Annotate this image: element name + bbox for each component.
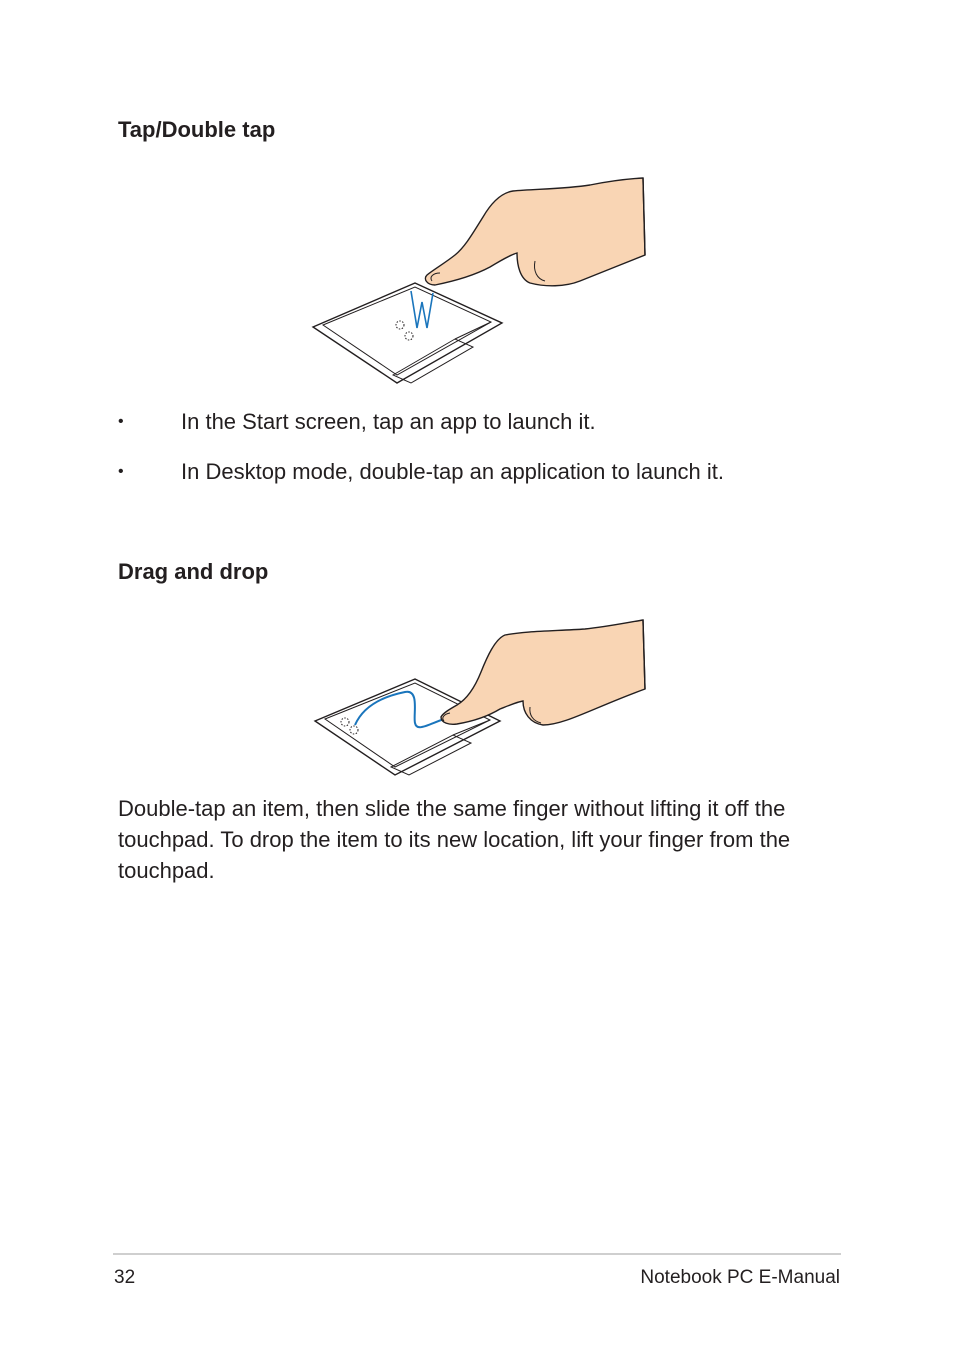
document-title: Notebook PC E-Manual	[640, 1267, 840, 1288]
hand-pointing-icon	[441, 620, 645, 725]
section-heading-drag: Drag and drop	[118, 559, 269, 584]
touchpad-icon	[313, 283, 502, 383]
tap-bullet-list	[118, 405, 858, 505]
drag-illustration	[305, 617, 650, 780]
bullet-text: In the Start screen, tap an app to launch it.	[181, 409, 596, 434]
bullet-text: In Desktop mode, double-tap an application to launch it.	[181, 459, 725, 484]
section-heading-tap: Tap/Double tap	[118, 117, 276, 142]
page-number: 32	[114, 1267, 136, 1288]
drag-description: Double-tap an item, then slide the same finger without lifting it off the touchpad. To drop the item to its new location, lift your finger from the touchpad.	[118, 796, 791, 883]
list-item	[118, 455, 858, 505]
footer-divider	[113, 1253, 841, 1255]
list-item	[118, 405, 858, 455]
hand-pointing-icon	[425, 178, 645, 286]
bullet-marker: •	[118, 413, 124, 430]
tap-illustration	[305, 175, 650, 390]
bullet-marker: •	[118, 463, 124, 480]
